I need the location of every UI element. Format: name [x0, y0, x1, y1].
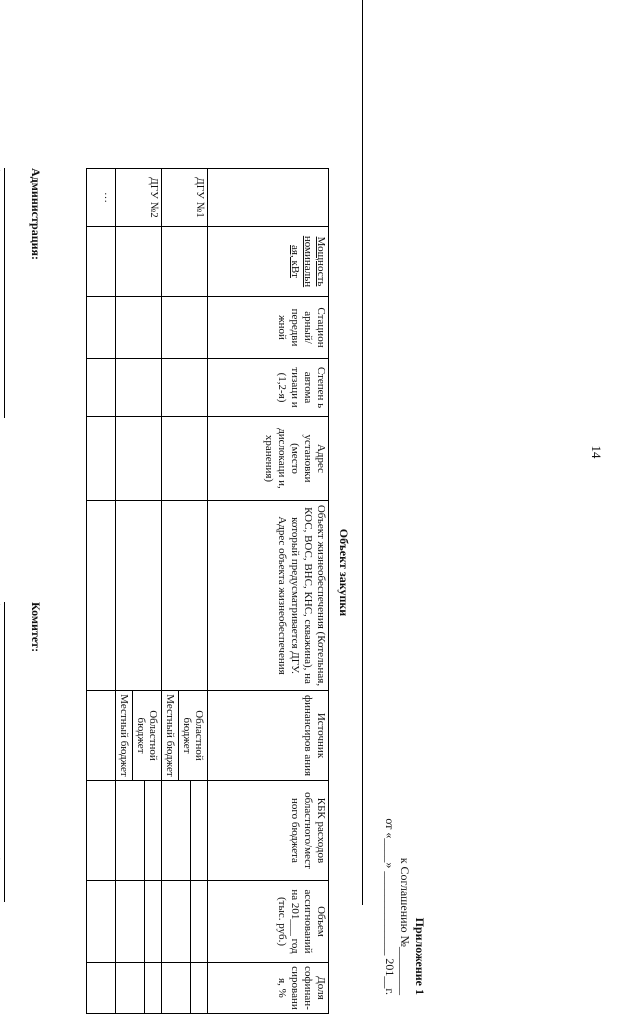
table-cell[interactable]	[162, 297, 208, 359]
header-cell: Доля софинан- сировани я, %	[208, 963, 329, 1014]
header-cell: Адрес установки (место дислокаци и, хранения)	[208, 417, 329, 501]
table-cell[interactable]	[87, 297, 116, 359]
table-cell[interactable]	[87, 501, 116, 691]
table-cell[interactable]	[162, 501, 208, 691]
table-cell[interactable]	[87, 227, 116, 297]
table-cell[interactable]	[87, 881, 116, 963]
appendix-line1: к Соглашению №________	[398, 857, 412, 995]
source-cell	[116, 691, 162, 781]
header-cell: Источник финансиров ания	[208, 691, 329, 781]
header-cell: Мощность номинальн ая, кВт	[208, 227, 329, 297]
document-title: Объект закупки	[337, 528, 351, 617]
table-cell[interactable]	[116, 417, 162, 501]
header-cell: КБК расходов областного/мест ного бюджета	[208, 781, 329, 881]
table-cell[interactable]	[162, 781, 208, 881]
table-cell[interactable]	[116, 297, 162, 359]
table-cell[interactable]	[87, 963, 116, 1014]
table-cell[interactable]	[162, 359, 208, 417]
table-cell[interactable]	[116, 881, 162, 963]
table-cell[interactable]	[162, 881, 208, 963]
table-cell[interactable]	[116, 963, 162, 1014]
procurement-table	[86, 168, 329, 1014]
source-cell	[162, 691, 208, 781]
table-cell[interactable]	[116, 781, 162, 881]
admin-position-line	[4, 168, 5, 418]
table-cell[interactable]	[87, 359, 116, 417]
rotated-page	[0, 120, 453, 1025]
appendix-title: Приложение 1	[413, 917, 427, 995]
table-cell[interactable]	[162, 963, 208, 1014]
page-number: 14	[589, 445, 604, 459]
table-header-row	[208, 169, 329, 1014]
row-label: …	[87, 169, 116, 227]
source-item: Областной бюджет	[178, 691, 207, 780]
header-cell	[208, 169, 329, 227]
source-item: Местный бюджет	[118, 694, 130, 777]
table-row	[116, 169, 162, 1014]
admin-position-caption	[0, 168, 1, 428]
row-label: ДГУ №1	[162, 169, 208, 227]
admin-heading: Администрация:	[29, 168, 43, 261]
table-cell[interactable]	[116, 501, 162, 691]
table-cell[interactable]	[87, 691, 116, 781]
header-cell: Степен ь автома тизаци и (1,2-я)	[208, 359, 329, 417]
table-cell[interactable]	[87, 417, 116, 501]
table-cell[interactable]	[116, 227, 162, 297]
table-cell[interactable]	[87, 781, 116, 881]
committee-heading: Комитет:	[29, 602, 43, 653]
committee-position-line	[4, 602, 5, 902]
table-cell[interactable]	[162, 227, 208, 297]
appendix-line2: от «____» ______________ 201__г.	[383, 818, 397, 995]
table-cell[interactable]	[162, 417, 208, 501]
table-row	[87, 169, 116, 1014]
header-cell: Объект жизнеобеспечения (Котельная, КОС, ВОС, ВНС, КНС, скважина), на который предусматривается ДГУ. Адрес объекта жизнеобеспечения	[208, 501, 329, 691]
appendix-block	[382, 818, 427, 995]
table-cell[interactable]	[116, 359, 162, 417]
header-cell: Объем ассигнований на 201___ год (тыс. руб.)	[208, 881, 329, 963]
committee-position-caption	[0, 602, 1, 922]
row-label: ДГУ №2	[116, 169, 162, 227]
source-item: Областной бюджет	[132, 691, 161, 780]
source-item: Местный бюджет	[164, 694, 176, 777]
table-row	[162, 169, 208, 1014]
header-cell: Стацион арный/ передви жной	[208, 297, 329, 359]
